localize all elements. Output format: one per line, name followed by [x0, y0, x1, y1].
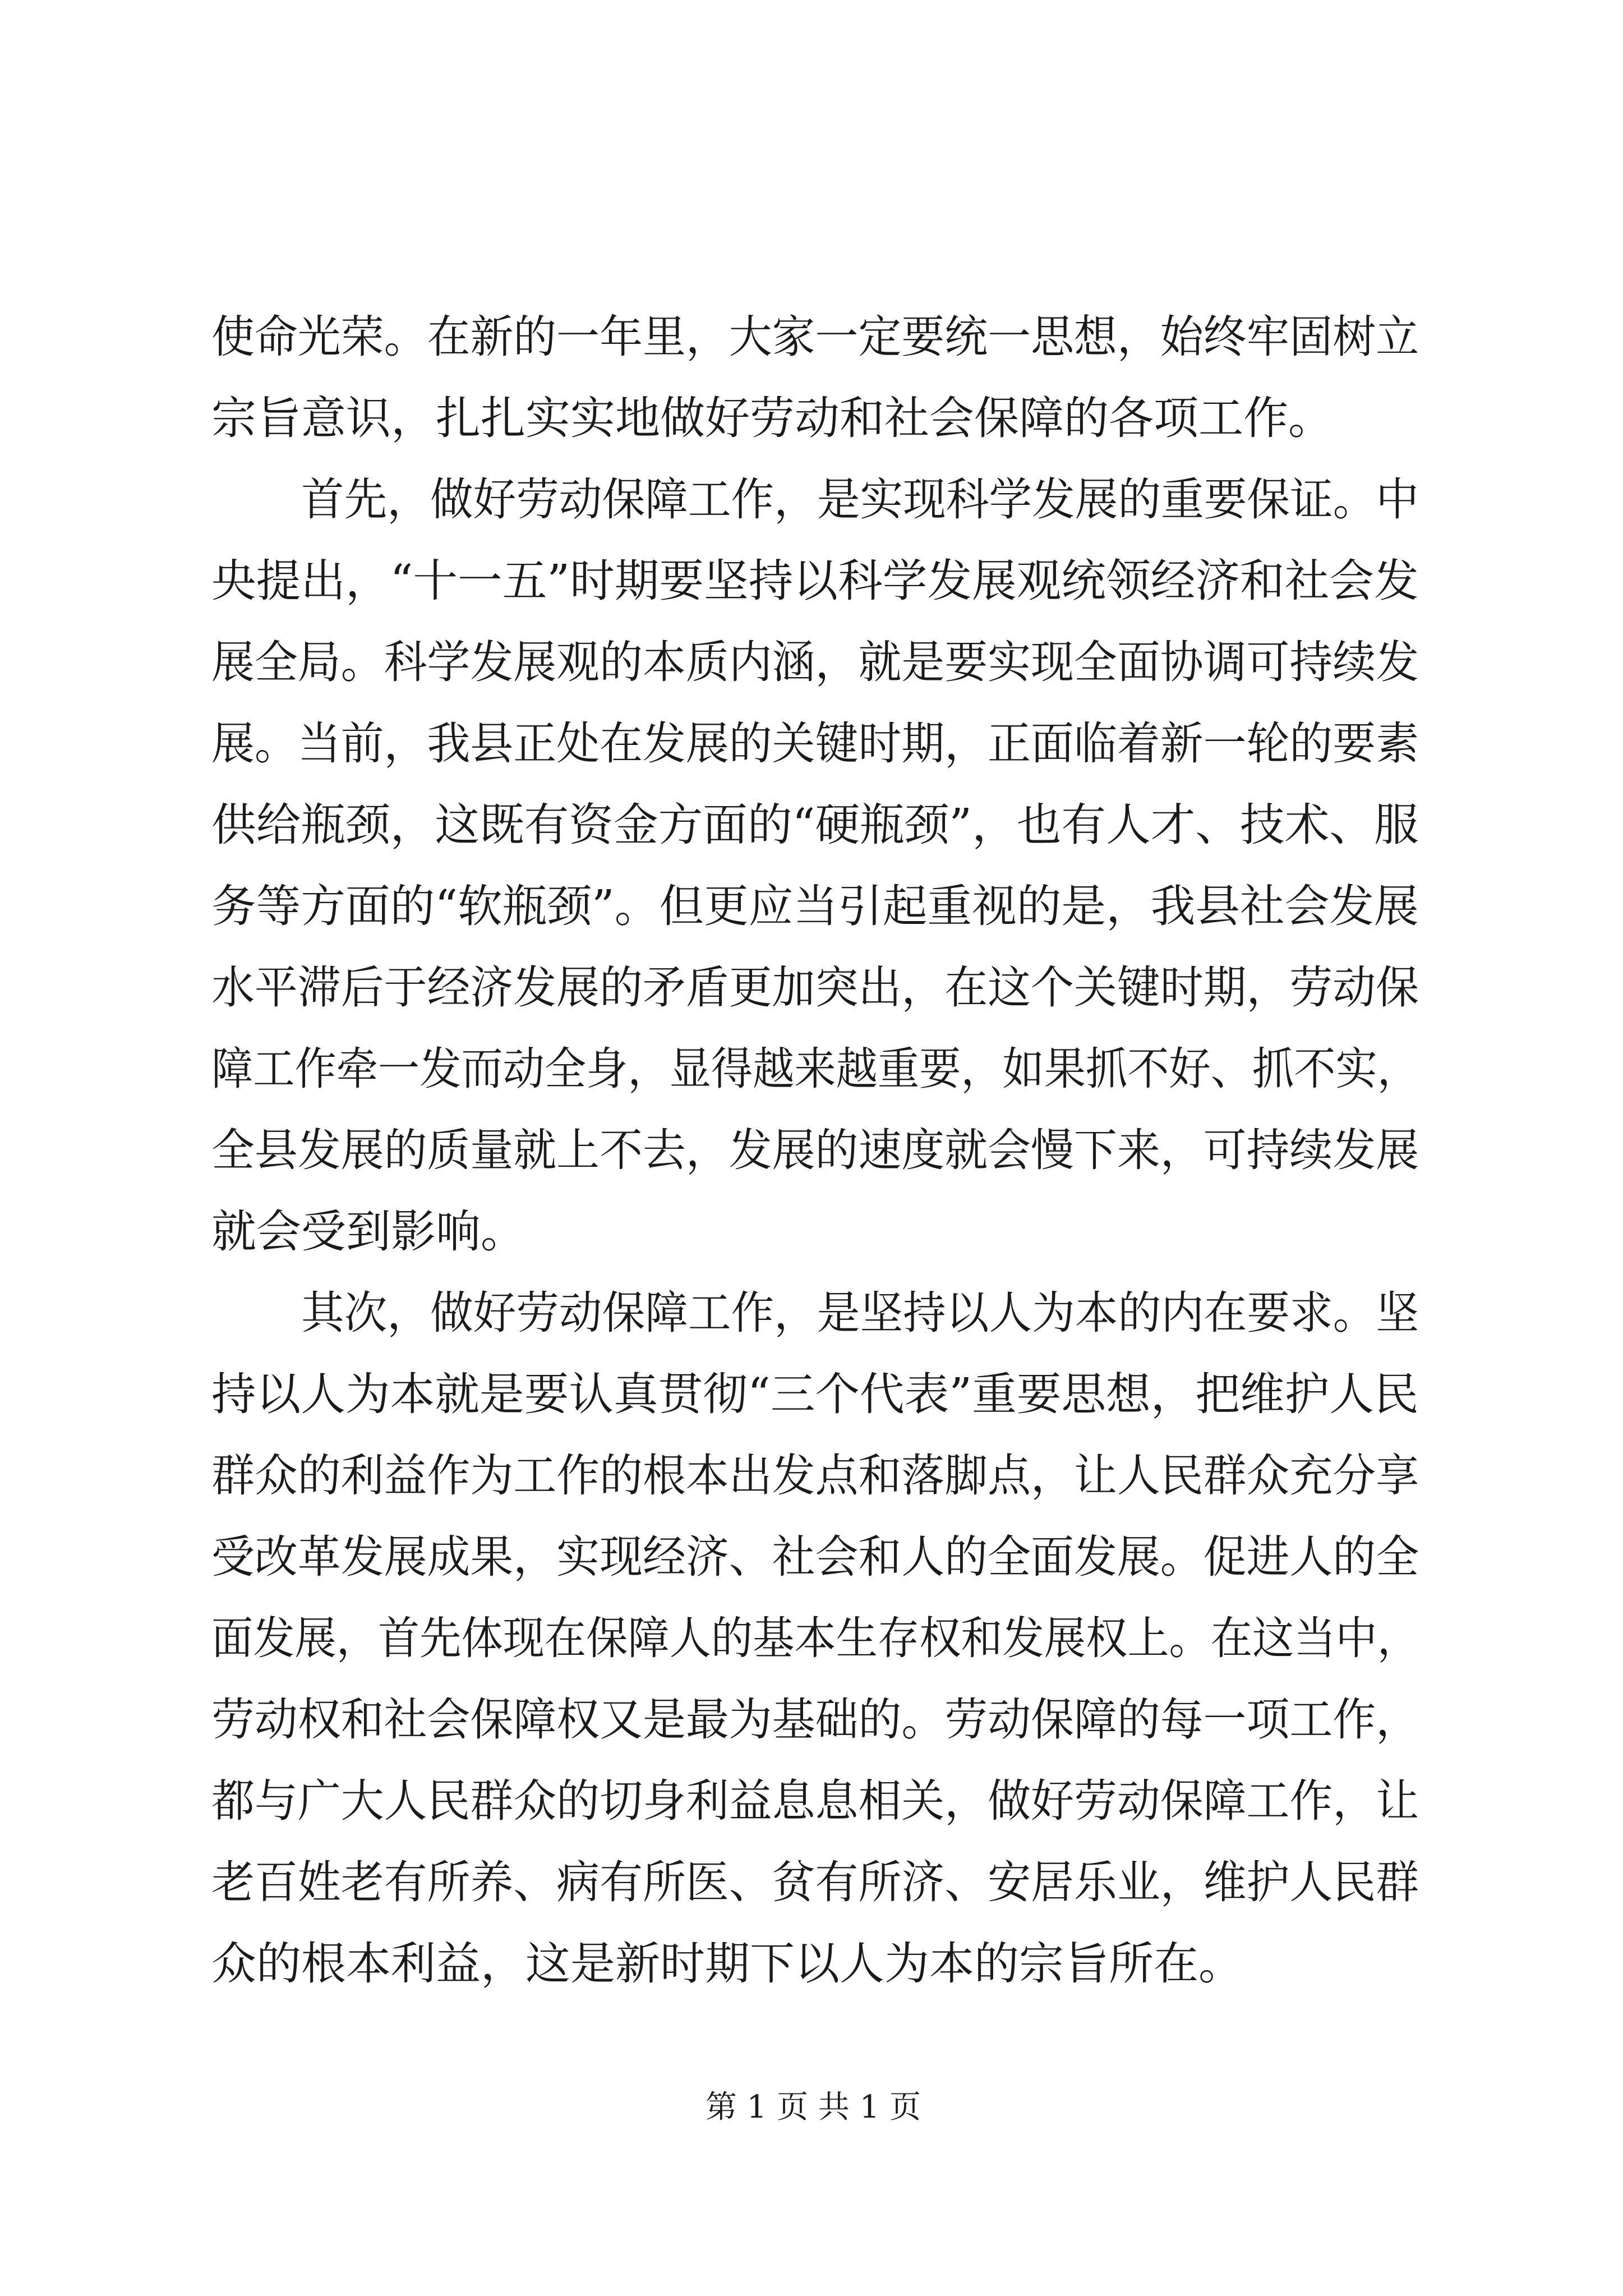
line-text: 受改革发展成果，实现经济、社会和人的全面发展。促进人的全: [211, 1531, 1419, 1583]
paragraph-line: [0, 539, 1623, 623]
line-text: 展。当前，我县正处在发展的关键时期，正面临着新一轮的要素: [211, 717, 1419, 770]
paragraph-line: [0, 1922, 1623, 2006]
paragraph-line: [0, 1434, 1623, 1518]
line-text: 其次，做好劳动保障工作，是坚持以人为本的内在要求。坚: [301, 1287, 1419, 1339]
page-footer: 第 1 页 共 1 页: [705, 2089, 921, 2125]
line-text: 劳动权和社会保障权又是最为基础的。劳动保障的每一项工作，: [211, 1694, 1419, 1746]
paragraph-line: [0, 1759, 1623, 1843]
line-text: 供给瓶颈，这既有资金方面的“硬瓶颈”，也有人才、技术、服: [211, 799, 1419, 851]
paragraph-line: [0, 1108, 1623, 1193]
paragraph-line: [0, 1841, 1623, 1925]
paragraph-line: [0, 1515, 1623, 1599]
line-text: 就会受到影响。: [211, 1205, 525, 1258]
paragraph-line: [0, 1190, 1623, 1274]
line-text: 水平滞后于经济发展的矛盾更加突出，在这个关键时期，劳动保: [211, 961, 1419, 1014]
paragraph-line: [0, 458, 1623, 542]
paragraph-line: [0, 1027, 1623, 1111]
paragraph-line: [0, 620, 1623, 705]
paragraph-line: [0, 783, 1623, 867]
paragraph-line: [0, 1678, 1623, 1762]
line-text: 宗旨意识，扎扎实实地做好劳动和社会保障的各项工作。: [211, 392, 1333, 444]
line-text: 使命光荣。在新的一年里，大家一定要统一思想，始终牢固树立: [211, 311, 1419, 363]
line-text: 障工作牵一发而动全身，显得越来越重要，如果抓不好、抓不实，: [211, 1043, 1419, 1095]
paragraph-line: [0, 376, 1623, 461]
paragraph-line: [0, 1271, 1623, 1355]
paragraph-line: [0, 864, 1623, 949]
line-text: 老百姓老有所养、病有所医、贫有所济、安居乐业，维护人民群: [211, 1856, 1419, 1908]
paragraph-line: [0, 295, 1623, 379]
line-text: 首先，做好劳动保障工作，是实现科学发展的重要保证。中: [301, 473, 1419, 526]
line-text: 展全局。科学发展观的本质内涵，就是要实现全面协调可持续发: [211, 636, 1419, 688]
line-text: 持以人为本就是要认真贯彻“三个代表”重要思想，把维护人民: [211, 1368, 1419, 1420]
line-text: 众的根本利益，这是新时期下以人为本的宗旨所在。: [211, 1938, 1243, 1990]
paragraph-line: [0, 946, 1623, 1030]
line-text: 都与广大人民群众的切身利益息息相关，做好劳动保障工作，让: [211, 1775, 1419, 1827]
paragraph-line: [0, 702, 1623, 786]
line-text: 面发展，首先体现在保障人的基本生存权和发展权上。在这当中，: [211, 1612, 1419, 1664]
line-text: 央提出，“十一五”时期要坚持以科学发展观统领经济和社会发: [211, 555, 1419, 607]
paragraph-line: [0, 1352, 1623, 1437]
line-text: 务等方面的“软瓶颈”。但更应当引起重视的是，我县社会发展: [211, 880, 1419, 932]
paragraph-line: [0, 1596, 1623, 1681]
line-text: 全县发展的质量就上不去，发展的速度就会慢下来，可持续发展: [211, 1124, 1419, 1176]
line-text: 群众的利益作为工作的根本出发点和落脚点，让人民群众充分享: [211, 1450, 1419, 1502]
